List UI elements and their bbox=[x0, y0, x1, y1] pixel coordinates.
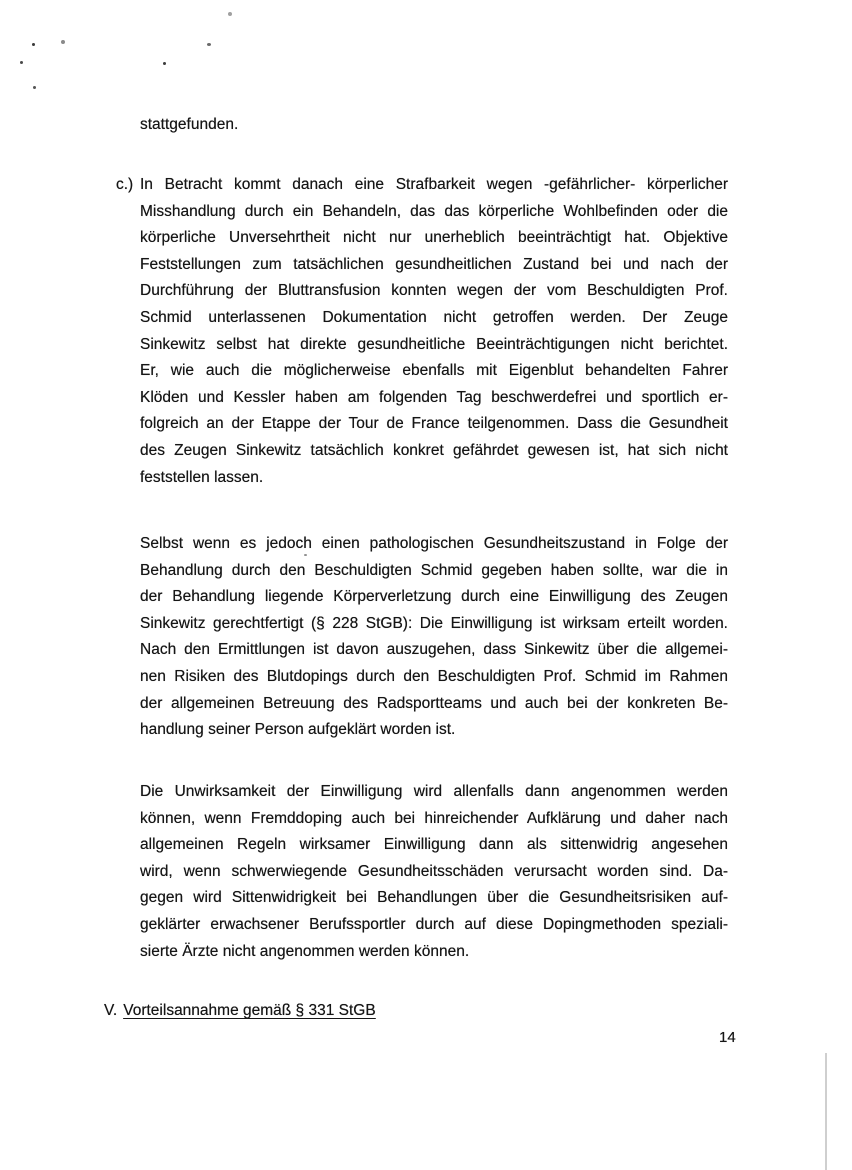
section-heading-numeral: V. bbox=[104, 1002, 118, 1019]
text-line: Klöden und Kessler haben am folgenden Tag beschwerdefrei und sportlich er- bbox=[140, 388, 728, 406]
text-line: nen Risiken des Blutdopings durch den Beschuldigten Prof. Schmid im Rahmen bbox=[140, 667, 728, 685]
text-line: feststellen lassen. bbox=[140, 468, 264, 486]
page-number: 14 bbox=[719, 1029, 736, 1046]
text-line: der allgemeinen Betreuung des Radsportteams und auch bei der konkreten Be- bbox=[140, 694, 728, 712]
paragraph-intro: stattgefunden. bbox=[140, 116, 239, 133]
text-line: Sinkewitz gerechtfertigt (§ 228 StGB): Die Einwilligung ist wirksam erteilt worden. bbox=[140, 614, 728, 632]
paragraph-consent bbox=[140, 531, 728, 744]
section-heading bbox=[104, 1000, 376, 1022]
text-line: Nach den Ermittlungen ist davon auszugehen, dass Sinkewitz über die allgemei- bbox=[140, 641, 728, 659]
text-line: Schmid unterlassenen Dokumentation nicht getroffen werden. Der Zeuge bbox=[140, 308, 728, 326]
text-line: In Betracht kommt danach eine Strafbarkeit wegen -gefährlicher- körperlicher bbox=[140, 176, 728, 193]
text-line: folgreich an der Etappe der Tour de France teilgenommen. Dass die Gesundheit bbox=[140, 415, 728, 433]
text-line: Die Unwirksamkeit der Einwilligung wird allenfalls dann angenommen werden bbox=[140, 783, 728, 800]
text-line: geklärter erwachsener Berufssportler durch auf diese Dopingmethoden speziali- bbox=[140, 915, 728, 933]
scan-speck bbox=[207, 43, 211, 46]
paragraph-invalidity bbox=[140, 779, 728, 965]
paragraph-c bbox=[116, 172, 728, 491]
text-line: wird, wenn schwerwiegende Gesundheitsschäden verursacht worden sind. Da- bbox=[140, 862, 728, 880]
scan-speck bbox=[61, 40, 65, 44]
scan-speck bbox=[32, 43, 35, 46]
text-line: Misshandlung durch ein Behandeln, das das körperliche Wohlbefinden oder die bbox=[140, 202, 728, 220]
text-line: Selbst wenn es jedoch einen pathologischen Gesundheitszustand in Folge der bbox=[140, 535, 728, 552]
text-line: gegen wird Sittenwidrigkeit bei Behandlungen über die Gesundheitsrisiken auf- bbox=[140, 889, 728, 907]
text-line: handlung seiner Person aufgeklärt worden ist. bbox=[140, 721, 456, 739]
text-line: Sinkewitz selbst hat direkte gesundheitliche Beeinträchtigungen nicht berichtet. bbox=[140, 335, 728, 353]
text-line: sierte Ärzte nicht angenommen werden können. bbox=[140, 942, 470, 960]
text-line: Feststellungen zum tatsächlichen gesundheitlichen Zustand bei und nach der bbox=[140, 255, 728, 273]
text-line: können, wenn Fremddoping auch bei hinreichender Aufklärung und daher nach bbox=[140, 809, 728, 827]
text-line: Durchführung der Bluttransfusion konnten wegen der vom Beschuldigten Prof. bbox=[140, 282, 728, 300]
scan-edge-line bbox=[825, 1053, 827, 1170]
scan-speck bbox=[33, 86, 36, 89]
text-line: des Zeugen Sinkewitz tatsächlich konkret gefährdet gewesen ist, hat sich nicht bbox=[140, 441, 728, 459]
scan-speck bbox=[20, 61, 23, 64]
section-heading-title: Vorteilsannahme gemäß § 331 StGB bbox=[123, 1002, 376, 1019]
text-line: der Behandlung liegende Körperverletzung durch eine Einwilligung des Zeugen bbox=[140, 588, 728, 606]
text-line: körperliche Unversehrtheit nicht nur unerheblich beeinträchtigt hat. Objektive bbox=[140, 229, 728, 247]
list-marker-c: c.) bbox=[116, 176, 134, 193]
scan-speck bbox=[228, 12, 232, 16]
scan-speck bbox=[163, 62, 166, 65]
text-line: Behandlung durch den Beschuldigten Schmid gegeben haben sollte, war die in bbox=[140, 561, 728, 579]
text-line: allgemeinen Regeln wirksamer Einwilligung dann als sittenwidrig angesehen bbox=[140, 836, 728, 854]
text-line: Er, wie auch die möglicherweise ebenfalls mit Eigenblut behandelten Fahrer bbox=[140, 362, 728, 380]
